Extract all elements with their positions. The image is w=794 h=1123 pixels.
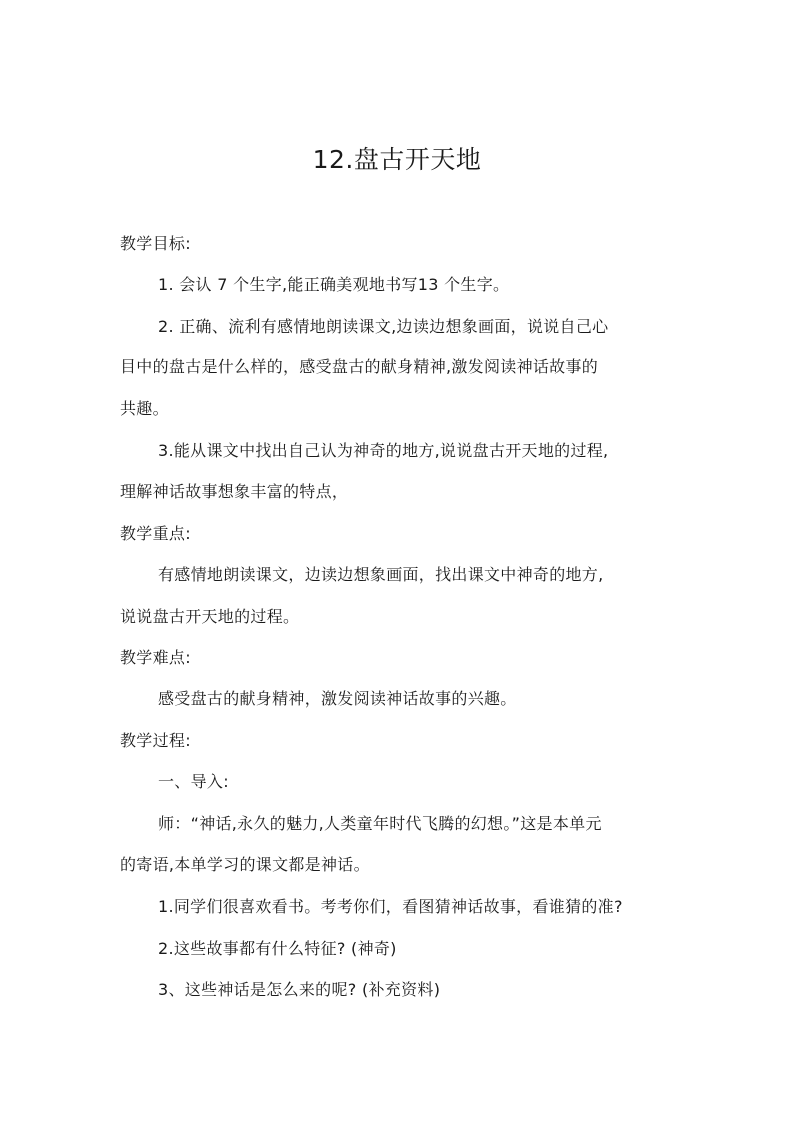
key-points-line-2: 说说盘古开天地的过程。 bbox=[120, 607, 300, 626]
goal-item-2-line-2: 目中的盘古是什么样的，感受盘古的献身精神,激发阅读神话故事的 bbox=[120, 357, 599, 376]
goal-item-3-line-1: 3.能从课文中找出自己认为神奇的地方,说说盘古开天地的过程, bbox=[158, 441, 609, 460]
process-question-3: 3、这些神话是怎么来的呢? (补充资料) bbox=[158, 980, 441, 999]
process-question-2: 2.这些故事都有什么特征? (神奇) bbox=[158, 939, 397, 958]
page-title: 12.盘古开天地 bbox=[312, 145, 482, 174]
difficulty-heading: 教学难点: bbox=[120, 648, 191, 667]
process-question-1: 1.同学们很喜欢看书。考考你们，看图猜神话故事，看谁猜的准? bbox=[158, 897, 623, 916]
process-step-1: 一、导入: bbox=[158, 772, 229, 791]
process-quote-line-1: 师：“神话,永久的魅力,人类童年时代飞腾的幻想。”这是本单元 bbox=[158, 814, 602, 833]
key-points-line-1: 有感情地朗读课文，边读边想象画面，找出课文中神奇的地方, bbox=[158, 565, 604, 584]
difficulty-line-1: 感受盘古的献身精神，激发阅读神话故事的兴趣。 bbox=[158, 689, 517, 708]
goals-heading: 教学目标: bbox=[120, 234, 191, 253]
key-points-heading: 教学重点: bbox=[120, 524, 191, 543]
process-heading: 教学过程: bbox=[120, 731, 191, 750]
goal-item-2-line-3: 共趣。 bbox=[120, 399, 169, 418]
goal-item-2-line-1: 2. 正确、流利有感情地朗读课文,边读边想象画面，说说自己心 bbox=[158, 317, 609, 336]
goal-item-1: 1. 会认 7 个生字,能正确美观地书写13 个生字。 bbox=[158, 275, 510, 294]
process-quote-line-2: 的寄语,本单学习的课文都是神话。 bbox=[120, 855, 370, 874]
goal-item-3-line-2: 理解神话故事想象丰富的特点， bbox=[120, 482, 349, 501]
